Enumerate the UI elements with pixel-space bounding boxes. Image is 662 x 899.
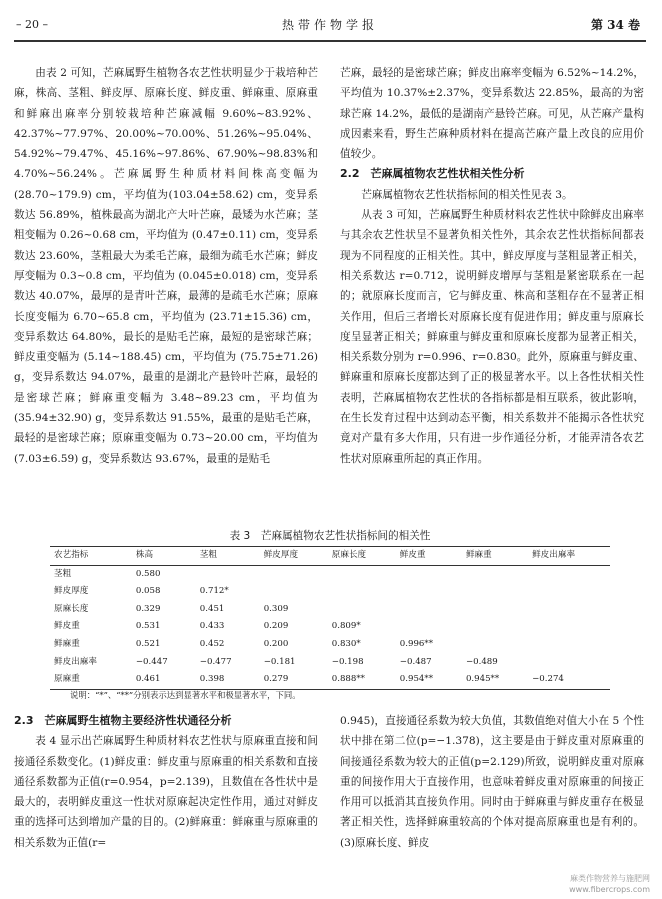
table-cell <box>328 601 396 619</box>
body-paragraph-continued: 0.945)，直接通径系数为较大负值，其数值绝对值大小在 5 个性状中排在第二位(p=−1.378)，这主要是由于鲜皮重对原麻重的间接通径系数为较大的正值(p=2.129)所致，说明鲜皮重对原麻重的间接作用大于直接作用，也意味着鲜皮重对原麻重的间接正作用可以抵消其直接负作用。同时由于鲜麻重与鲜皮重存在极显著正相关性，选择鲜麻重较高的个体对提高原麻重也是有利的。(3)原麻长度、鲜皮 <box>340 715 644 849</box>
table-cell: 0.452 <box>199 638 225 649</box>
table-row <box>50 636 610 654</box>
body-paragraph: 芒麻属植物农艺性状指标间的相关性见表 3。 <box>361 188 573 201</box>
column-header: 鲜皮重 <box>396 547 462 566</box>
volume-label: 第 34 卷 <box>590 18 640 32</box>
table-cell: 0.531 <box>135 621 161 632</box>
table-cell <box>196 565 260 583</box>
table-cell <box>528 654 610 672</box>
table-cell <box>528 583 610 601</box>
column-header: 鲜皮出麻率 <box>528 547 610 566</box>
table-cell <box>328 583 396 601</box>
section-heading-2-2: 2.2 芒麻属植物农艺性状相关性分析 <box>340 167 525 181</box>
table-row <box>50 583 610 601</box>
table-cell <box>396 565 462 583</box>
row-label: 鲜皮厚度 <box>54 586 89 597</box>
row-label: 鲜皮重 <box>54 621 80 632</box>
table-cell: 0.809* <box>331 621 361 632</box>
table-cell <box>528 601 610 619</box>
table-cell <box>462 636 528 654</box>
column-4 <box>340 711 644 853</box>
table-cell: 0.058 <box>135 586 161 597</box>
table-cell <box>328 565 396 583</box>
column-2 <box>340 63 644 469</box>
table-cell: 0.830* <box>331 638 361 649</box>
table-cell: −0.489 <box>465 656 498 667</box>
table-body <box>50 565 610 689</box>
table-cell: 0.279 <box>260 671 328 689</box>
table-cell: −0.447 <box>135 656 168 667</box>
table-cell <box>462 565 528 583</box>
table-row <box>50 618 610 636</box>
column-header: 鲜皮厚度 <box>260 547 328 566</box>
journal-name: 热带作物学报 <box>281 18 378 32</box>
table-cell: 0.521 <box>135 638 161 649</box>
header-rule <box>14 40 646 42</box>
column-header: 鲜麻重 <box>462 547 528 566</box>
table-cell <box>462 601 528 619</box>
table-cell: 0.954** <box>396 671 462 689</box>
table-row <box>50 601 610 619</box>
table-cell: −0.487 <box>399 656 432 667</box>
table-header-row <box>50 547 610 566</box>
page-header <box>14 6 646 38</box>
table-cell: 0.309 <box>263 603 289 614</box>
table-note: 说明：“*”、“**”分别表示达到显著水平和极显著水平，下同。 <box>70 690 301 700</box>
table-cell <box>260 583 328 601</box>
table-cell: −0.274 <box>528 671 610 689</box>
table-cell: −0.198 <box>331 656 364 667</box>
table-cell <box>528 636 610 654</box>
table-cell <box>396 601 462 619</box>
table-cell <box>528 565 610 583</box>
table-cell <box>462 618 528 636</box>
column-header: 农艺指标 <box>50 547 132 566</box>
table-cell: 0.996** <box>399 638 433 649</box>
table-caption: 表 3 芒麻属植物农艺性状指标间的相关性 <box>229 530 431 542</box>
table-cell <box>528 618 610 636</box>
body-paragraph: 由表 2 可知，芒麻属野生植物各农艺性状明显少于栽培种芒麻，株高、茎粗、鲜皮厚、原麻长度、鲜皮重、鲜麻重、原麻重和鲜麻出麻率分别较栽培种芒麻减幅 9.60%~83.92%、42.37%~77.97%、20.00%~70.00%、51.26%~95.04%、54.92%~79.47%、45.16%~97.86%、67.90%~98.83%和 4.70%~56.24%。芒麻属野生种质材料间株高变幅为(28.70~179.9) cm，平均值为(103.04±58.62) cm，变异系数达 56.89%，植株最高为湖北产大叶芒麻，最矮为水芒麻；茎粗变幅为 0.26~0.68 cm，平均值为 (0.47±0.11) cm，变异系数达 23.60%，茎粗最大为柔毛芒麻，最细为疏毛水芒麻；鲜皮厚变幅为 0.3~0.8 cm，平均值为 (0.045±0.018) cm，变异系数达 40.07%，最厚的是青叶芒麻，最薄的是疏毛水芒麻；原麻长度变幅为 6.70~65.8 cm，平均值为 (23.71±15.36) cm，变异系数达 64.80%，最长的是贴毛芒麻，最短的是密球芒麻；鲜皮重变幅为 (5.14~188.45) cm，平均值为 (75.75±71.26) g，变异系数达 94.07%，最重的是湖北产悬铃叶芒麻，最轻的是密球芒麻；鲜麻重变幅为 3.48~89.23 cm，平均值为 (35.94±32.90) g，变异系数达 91.55%，最重的是贴毛芒麻，最轻的是密球芒麻；原麻重变幅为 0.73~20.00 cm，平均值为 (7.03±6.59) g，变异系数达 93.67%，最重的是贴毛 <box>14 67 318 465</box>
table-cell: −0.181 <box>263 656 296 667</box>
table-cell <box>462 583 528 601</box>
table-cell <box>396 618 462 636</box>
table-cell: −0.477 <box>199 656 232 667</box>
table-cell: 0.433 <box>199 621 225 632</box>
watermark-url: www.fibercrops.com <box>569 885 650 894</box>
table-cell <box>396 583 462 601</box>
column-1 <box>14 63 318 469</box>
table-cell: 0.209 <box>263 621 289 632</box>
section-heading-2-3: 2.3 芒麻属野生植物主要经济性状通径分析 <box>14 714 232 727</box>
column-header: 株高 <box>132 547 196 566</box>
column-header: 茎粗 <box>196 547 260 566</box>
table-cell: 0.398 <box>196 671 260 689</box>
table-cell: 0.451 <box>199 603 225 614</box>
table-row <box>50 654 610 672</box>
table-row <box>50 565 610 583</box>
row-label: 鲜麻重 <box>54 638 80 649</box>
row-label: 原麻重 <box>50 671 132 689</box>
watermark-title: 麻类作物营养与施肥网 <box>570 874 650 883</box>
body-paragraph-continued: 芒麻，最轻的是密球芒麻；鲜皮出麻率变幅为 6.52%~14.2%，平均值为 10.37%±2.37%，变异系数达 22.85%，最高的为密球芒麻 14.2%，最低的是湖南产悬铃芒麻。可见，从芒麻产量构成因素来看，野生芒麻种质材料在提高芒麻产量上改良的应用价值较少。 <box>340 67 644 161</box>
table-cell: 0.888** <box>328 671 396 689</box>
body-paragraph: 表 4 显示出芒麻属野生种质材料农艺性状与原麻重直接和间接通径系数变化。(1)鲜皮重：鲜皮重与原麻重的相关系数和直接通径系数都为正值(r=0.954，p=2.139)，且数值在各性状中是最大的，表明鲜皮重这一性状对原麻起决定性作用，通过对鲜皮重的选择可达到增加产量的目的。(2)鲜麻重：鲜麻重与原麻重的相关系数为正值(r= <box>14 735 318 849</box>
page-number: – 20 – <box>16 18 48 31</box>
correlation-table <box>50 546 610 690</box>
table-cell: 0.712* <box>199 586 229 597</box>
body-paragraph: 从表 3 可知，芒麻属野生种质材料农艺性状中除鲜皮出麻率与其余农艺性状呈不显著负相关性外，其余农艺性状指标间都表现为不同程度的正相关性。其中，鲜皮厚度与茎粗显著正相关，相关系数达 r=0.712，说明鲜皮增厚与茎粗是紧密联系在一起的；就原麻长度而言，它与鲜皮重、株高和茎粗存在不显著正相关作用，但后三者增长对原麻长度有促进作用；鲜皮重与原麻长度呈显著正相关；鲜麻重与鲜皮重和原麻长度都为显著正相关，相关系数分别为 r=0.996、r=0.830。此外，原麻重与鲜皮重、鲜麻重和原麻长度都达到了正的极显著水平。以上各性状相关性表明，芒麻属植物农艺性状的各指标都是相互联系，彼此影响，在生长发育过程中达到动态平衡，相关系数并不能揭示各性状究竟对产量有多大作用，只有进一步作通径分析，才能弄清各农艺性状对原麻重所起的真正作用。 <box>340 209 644 465</box>
column-3 <box>14 711 318 853</box>
column-header: 原麻长度 <box>328 547 396 566</box>
table-cell: 0.945** <box>462 671 528 689</box>
table-cell: 0.461 <box>132 671 196 689</box>
table-cell <box>260 565 328 583</box>
row-label: 鲜皮出麻率 <box>54 656 97 667</box>
table-cell: 0.200 <box>263 638 289 649</box>
row-label: 茎粗 <box>54 568 72 579</box>
table-cell: 0.329 <box>135 603 161 614</box>
watermark <box>569 873 650 895</box>
row-label: 原麻长度 <box>54 603 89 614</box>
table-cell: 0.580 <box>135 568 161 579</box>
